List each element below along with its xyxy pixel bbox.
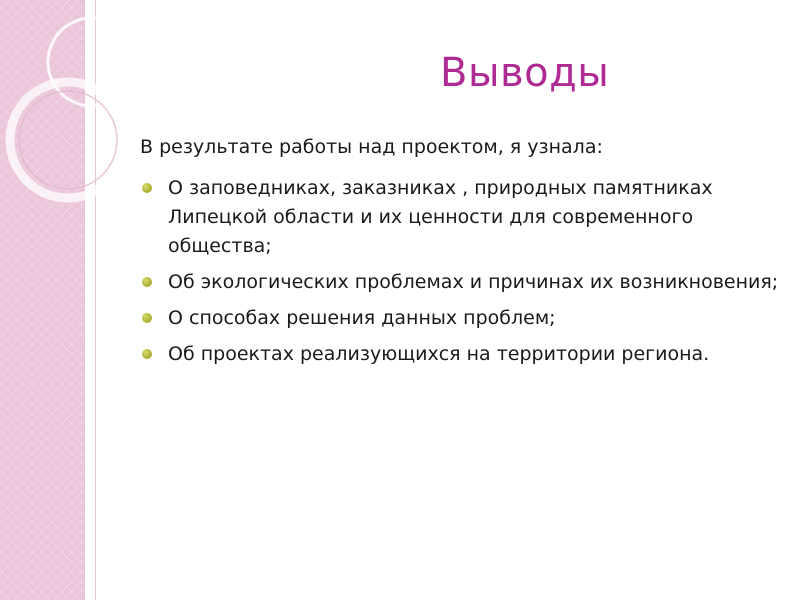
bullet-dot-icon — [142, 277, 152, 287]
list-item-text: Об экологических проблемах и причинах их возникновения; — [168, 271, 779, 293]
list-item — [130, 268, 780, 297]
bullet-dot-icon — [142, 183, 152, 193]
slide-content — [130, 132, 780, 376]
slide-title: Выводы — [440, 50, 610, 96]
list-item-text: О способах решения данных проблем; — [168, 307, 556, 329]
intro-text: В результате работы над проектом, я узнала: — [140, 136, 603, 158]
conclusions-list — [130, 174, 780, 369]
list-item — [130, 340, 780, 369]
list-item — [130, 174, 780, 261]
bullet-dot-icon — [142, 313, 152, 323]
decorative-rings-icon — [0, 0, 140, 240]
list-item-text: О заповедниках, заказниках , природных памятниках Липецкой области и их ценности для современного общества; — [168, 177, 713, 257]
bullet-dot-icon — [142, 349, 152, 359]
list-item-text: Об проектах реализующихся на территории региона. — [168, 343, 710, 365]
list-item — [130, 304, 780, 333]
